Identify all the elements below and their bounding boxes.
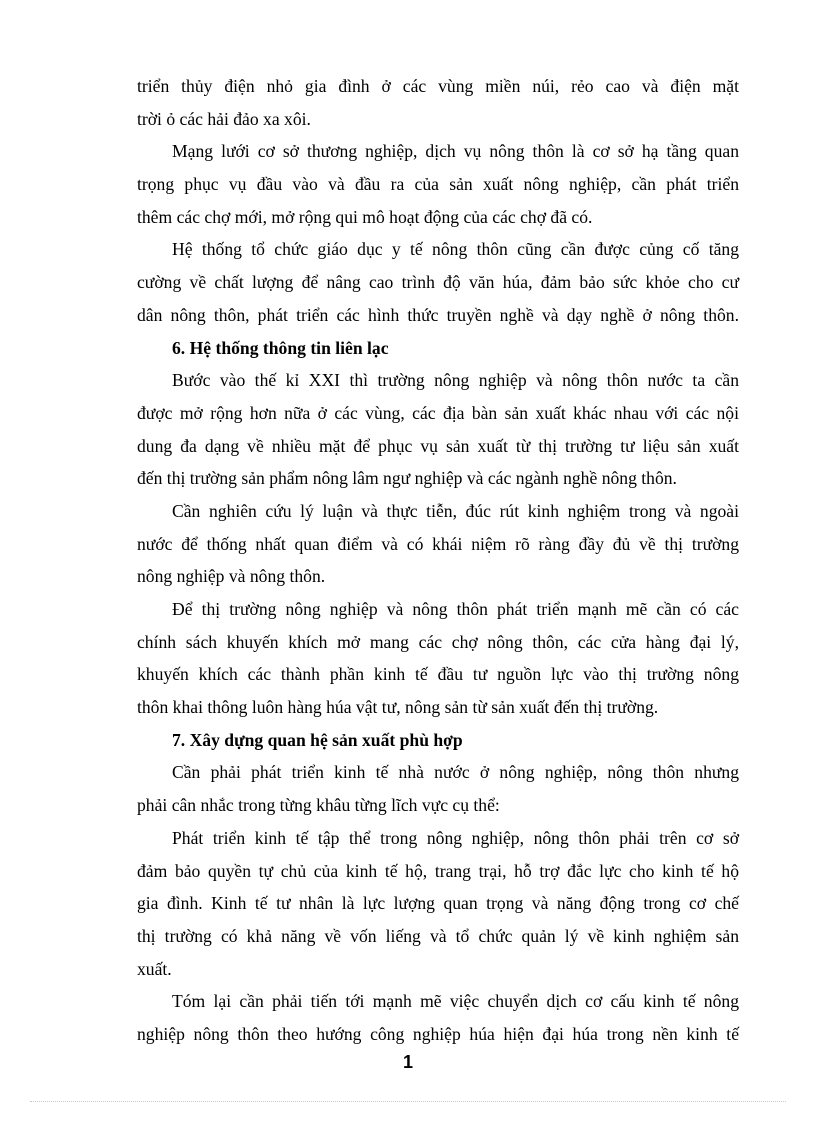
text-line: được mở rộng hơn nữa ở các vùng, các địa bàn sản xuất khác nhau với các nội <box>137 402 739 423</box>
text-line: Cần nghiên cứu lý luận và thực tiễn, đúc rút kinh nghiệm trong và ngoài <box>172 500 739 521</box>
text-line: Để thị trường nông nghiệp và nông thôn phát triển mạnh mẽ cần có các <box>172 599 739 619</box>
text-line: Hệ thống tổ chức giáo dục y tế nông thôn cũng cần được củng cố tăng <box>172 239 739 260</box>
text-line: chính sách khuyến khích mở mang các chợ nông thôn, các cửa hàng đại lý, <box>137 631 739 652</box>
text-line: đảm bảo quyền tự chủ của kinh tế hộ, trang trại, hỗ trợ đắc lực cho kinh tế hộ <box>137 860 739 881</box>
text-line: dung đa dạng về nhiều mặt để phục vụ sản xuất từ thị trường tư liệu sản xuất <box>137 435 739 456</box>
page-number: 1 <box>402 1052 413 1072</box>
section-heading: 6. Hệ thống thông tin liên lạc <box>172 337 389 358</box>
text-line: nghiệp nông thôn theo hướng công nghiệp húa hiện đại húa trong nền kinh tế <box>137 1023 739 1044</box>
section-heading: 7. Xây dựng quan hệ sản xuất phù hợp <box>172 729 463 750</box>
text-line: Phát triển kinh tế tập thể trong nông nghiệp, nông thôn phải trên cơ sở <box>172 827 739 848</box>
text-line: trời ỏ các hải đảo xa xôi. <box>137 108 311 129</box>
text-line: thị trường có khả năng về vốn liếng và tổ chức quản lý về kinh nghiệm sản <box>137 925 739 946</box>
text-line: đến thị trường sản phẩm nông lâm ngư nghiệp và các ngành nghề nông thôn. <box>137 468 677 489</box>
text-line: khuyến khích các thành phần kinh tế đầu tư nguồn lực vào thị trường nông <box>137 664 739 685</box>
text-line: nước để thống nhất quan điểm và có khái niệm rõ ràng đầy đủ về thị trường <box>137 533 739 554</box>
text-line: trọng phục vụ đầu vào và đầu ra của sản xuất nông nghiệp, cần phát triển <box>137 174 739 195</box>
text-line: xuất. <box>137 958 172 979</box>
text-line: Bước vào thế kỉ XXI thì trường nông nghiệp và nông thôn nước ta cần <box>172 370 739 391</box>
text-line: dân nông thôn, phát triển các hình thức truyền nghề và dạy nghề ở nông thôn. <box>137 304 739 325</box>
text-line: cường về chất lượng để nâng cao trình độ văn húa, đảm bảo sức khỏe cho cư <box>137 272 739 293</box>
text-line: phải cân nhắc trong từng khâu từng lĩch vực cụ thể: <box>137 795 500 816</box>
body-text <box>137 70 739 1051</box>
text-line: triển thủy điện nhỏ gia đình ở các vùng miền núi, rẻo cao và điện mặt <box>137 76 739 96</box>
page-bottom-divider <box>30 1101 786 1102</box>
text-line: thêm các chợ mới, mở rộng qui mô hoạt động của các chợ đã có. <box>137 206 593 227</box>
text-line: gia đình. Kinh tế tư nhân là lực lượng quan trọng và năng động trong cơ chế <box>137 893 739 914</box>
text-line: thôn khai thông luôn hàng húa vật tư, nông sản từ sản xuất đến thị trường. <box>137 697 659 718</box>
text-line: nông nghiệp và nông thôn. <box>137 566 326 587</box>
text-line: Tóm lại cần phải tiến tới mạnh mẽ việc chuyển dịch cơ cấu kinh tế nông <box>172 991 739 1012</box>
text-line: Cần phải phát triển kinh tế nhà nước ở nông nghiệp, nông thôn nhưng <box>172 762 739 783</box>
text-line: Mạng lưới cơ sở thương nghiệp, dịch vụ nông thôn là cơ sở hạ tầng quan <box>172 141 739 162</box>
